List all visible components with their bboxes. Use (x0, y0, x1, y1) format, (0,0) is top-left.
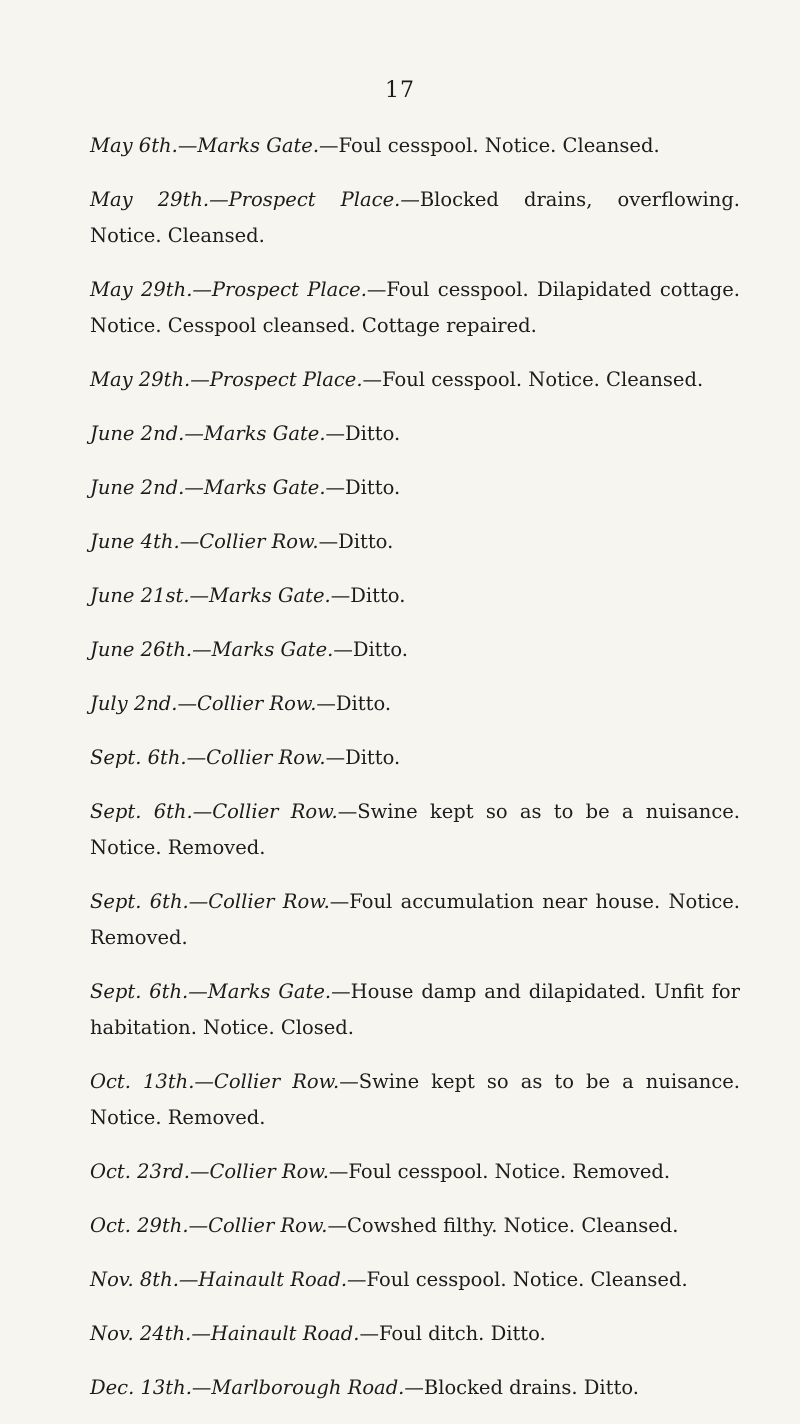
entry-text: —Blocked drains. Ditto. (404, 1376, 639, 1399)
entry-place: —Collier Row. (189, 1160, 329, 1183)
entry-text: —House damp and dilapidated. Unfit for habitation. Notice. Closed. (90, 980, 740, 1039)
entry-date: Sept. 6th. (90, 800, 193, 823)
entry-date: Oct. 29th. (90, 1214, 189, 1237)
entry-date: May 6th. (90, 134, 178, 157)
entry-text: —Ditto. (318, 530, 394, 553)
entry-text: —Ditto. (325, 476, 401, 499)
entry-date: June 2nd. (90, 476, 185, 499)
entry-text: —Ditto. (330, 584, 406, 607)
entry-place: —Hainault Road. (191, 1322, 360, 1345)
list-item (90, 974, 740, 1046)
entry-place: —Collier Row. (192, 800, 338, 823)
list-item (90, 470, 740, 506)
list-item (90, 1316, 740, 1352)
entry-date: July 2nd. (90, 692, 178, 715)
entry-text: —Swine kept so as to be a nuisance. Notice. Removed. (90, 1070, 740, 1129)
entry-text: —Swine kept so as to be a nuisance. Notice. Removed. (90, 800, 741, 859)
entry-place: —Marks Gate. (188, 980, 332, 1003)
entry-text: —Foul cesspool. Notice. Cleansed. (347, 1268, 688, 1291)
list-item (90, 416, 740, 452)
entry-date: May 29th. (90, 188, 210, 211)
list-item (90, 182, 740, 254)
entry-text: —Foul cesspool. Dilapidated cottage. Notice. Cesspool cleansed. Cottage repaired. (90, 278, 741, 337)
entry-place: —Prospect Place. (190, 368, 363, 391)
entry-text: —Cowshed filthy. Notice. Cleansed. (327, 1214, 679, 1237)
list-item (90, 578, 740, 614)
entry-date: June 4th. (90, 530, 180, 553)
entry-text: —Foul cesspool. Notice. Cleansed. (362, 368, 704, 391)
entry-date: Nov. 24th. (90, 1322, 192, 1345)
entry-place: —Collier Row. (188, 1214, 328, 1237)
page-number: 17 (385, 78, 415, 103)
entry-list (90, 128, 740, 1424)
entry-place: —Collier Row. (179, 530, 319, 553)
entry-date: June 21st. (90, 584, 190, 607)
entry-date: June 26th. (90, 638, 193, 661)
entry-text: —Ditto. (333, 638, 408, 661)
list-item (90, 740, 740, 776)
entry-date: Dec. 13th. (90, 1376, 192, 1399)
list-item (90, 686, 740, 722)
entry-place: —Collier Row. (194, 1070, 340, 1093)
entry-place: —Hainault Road. (178, 1268, 348, 1291)
entry-date: Oct. 13th. (90, 1070, 195, 1093)
entry-date: Sept. 6th. (90, 746, 187, 769)
entry-place: —Collier Row. (188, 890, 330, 913)
entry-text: —Foul cesspool. Notice. Removed. (328, 1160, 671, 1183)
entry-text: —Ditto. (316, 692, 392, 715)
list-item (90, 1064, 740, 1136)
entry-place: —Collier Row. (186, 746, 326, 769)
entry-place: —Collier Row. (177, 692, 317, 715)
entry-place: —Marks Gate. (184, 422, 326, 445)
entry-date: Nov. 8th. (90, 1268, 179, 1291)
list-item (90, 1262, 740, 1298)
entry-date: May 29th. (90, 368, 191, 391)
entry-text: —Foul cesspool. Notice. Cleansed. (319, 134, 660, 157)
entry-place: —Prospect Place. (209, 188, 401, 211)
entry-date: June 2nd. (90, 422, 185, 445)
entry-place: —Marks Gate. (189, 584, 331, 607)
list-item (90, 1370, 740, 1406)
list-item (90, 128, 740, 164)
entry-place: —Marks Gate. (192, 638, 334, 661)
entry-text: —Ditto. (325, 422, 401, 445)
entry-date: Sept. 6th. (90, 890, 189, 913)
list-item (90, 524, 740, 560)
list-item (90, 884, 740, 956)
list-item (90, 794, 740, 866)
list-item (90, 272, 740, 344)
entry-place: —Prospect Place. (192, 278, 367, 301)
list-item (90, 362, 740, 398)
entry-place: —Marlborough Road. (191, 1376, 405, 1399)
entry-place: —Marks Gate. (177, 134, 320, 157)
list-item (90, 1154, 740, 1190)
entry-date: May 29th. (90, 278, 193, 301)
entry-date: Oct. 23rd. (90, 1160, 190, 1183)
list-item (90, 632, 740, 668)
entry-date: Sept. 6th. (90, 980, 189, 1003)
entry-text: —Ditto. (325, 746, 401, 769)
entry-place: —Marks Gate. (184, 476, 326, 499)
entry-text: —Foul ditch. Ditto. (359, 1322, 546, 1345)
list-item (90, 1208, 740, 1244)
entry-text: —Blocked drains, overflowing. Notice. Cleansed. (90, 188, 741, 247)
entry-text: —Foul accumulation near house. Notice. Removed. (90, 890, 740, 949)
